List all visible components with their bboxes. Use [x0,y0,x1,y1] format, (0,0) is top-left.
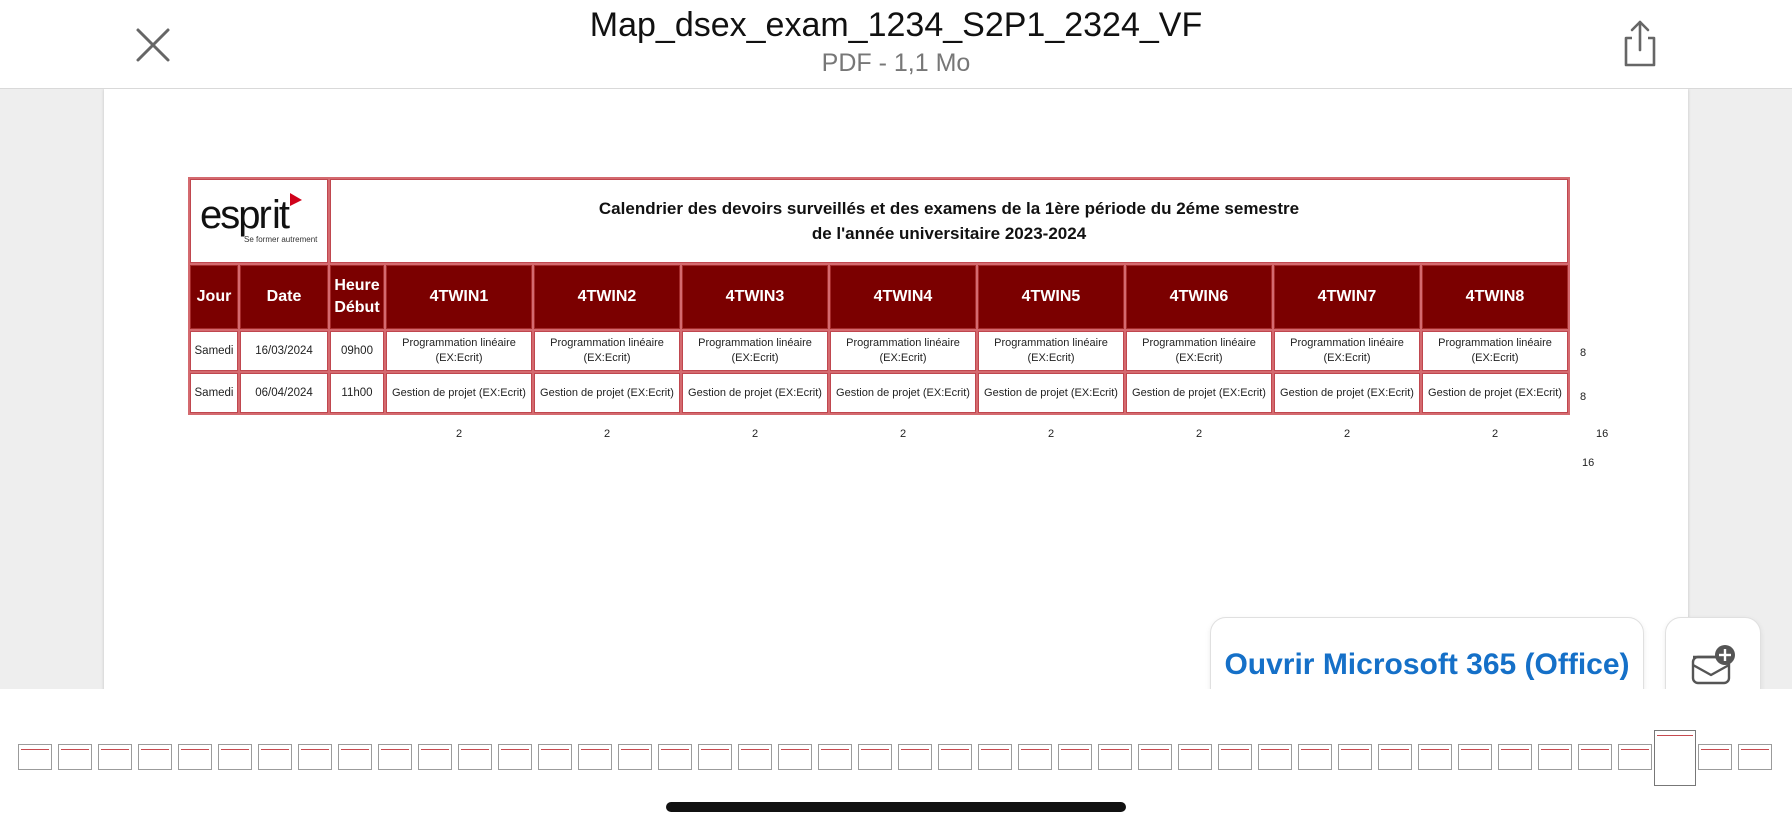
page-thumbnail[interactable] [1338,744,1372,770]
header-date: Date [240,265,328,329]
table-row [190,373,1568,413]
home-indicator [666,802,1126,812]
exam-type: (EX:Ecrit) [1175,352,1223,364]
cell-jour: Samedi [190,331,238,371]
page-thumbnail[interactable] [978,744,1012,770]
cell-exam [1126,331,1272,371]
exam-type: (EX:Ecrit) [435,352,483,364]
cell-exam [682,331,828,371]
page-thumbnail[interactable] [1578,744,1612,770]
page-thumbnail[interactable] [1098,744,1132,770]
page-thumbnail[interactable] [458,744,492,770]
header-class: 4TWIN3 [682,265,828,329]
page-thumbnail[interactable] [1618,744,1652,770]
page-thumbnail[interactable] [1538,744,1572,770]
column-total: 2 [1343,428,1351,440]
header-class: 4TWIN1 [386,265,532,329]
page-thumbnail[interactable] [378,744,412,770]
grand-total: 16 [1582,457,1595,469]
header-class: 4TWIN6 [1126,265,1272,329]
document-title: Map_dsex_exam_1234_S2P1_2324_VF [589,6,1203,44]
exam-name: Programmation linéaire [402,337,516,349]
cell-exam: Gestion de projet (EX:Ecrit) [830,373,976,413]
page-thumbnail[interactable] [658,744,692,770]
header-class: 4TWIN4 [830,265,976,329]
cell-exam: Gestion de projet (EX:Ecrit) [1422,373,1568,413]
page-thumbnail[interactable] [98,744,132,770]
page-thumbnail[interactable] [858,744,892,770]
header-heure-line1: Heure [334,277,380,294]
header-class: 4TWIN2 [534,265,680,329]
page-thumbnail[interactable] [1418,744,1452,770]
calendar-title [330,179,1568,263]
page-thumbnail[interactable] [1018,744,1052,770]
exam-name: Programmation linéaire [1142,337,1256,349]
mail-add-icon [1689,643,1737,687]
cell-heure: 11h00 [330,373,384,413]
header-class: 4TWIN7 [1274,265,1420,329]
exam-name: Programmation linéaire [994,337,1108,349]
cell-exam [978,331,1124,371]
mail-add-button[interactable] [1665,617,1761,689]
page-thumbnail[interactable] [1178,744,1212,770]
page-thumbnail[interactable] [1498,744,1532,770]
document-subtitle: PDF - 1,1 Mo [821,49,971,77]
cell-exam: Gestion de projet (EX:Ecrit) [386,373,532,413]
page-thumbnail[interactable] [1298,744,1332,770]
row-count: 8 [1580,347,1587,359]
page-thumbnail[interactable] [498,744,532,770]
page-thumbnail[interactable] [298,744,332,770]
exam-calendar-table [188,177,1570,415]
page-thumbnail[interactable] [938,744,972,770]
cell-exam [534,331,680,371]
page-thumbnail[interactable] [18,744,52,770]
row-total: 16 [1596,428,1609,440]
page-thumbnail[interactable] [1138,744,1172,770]
open-microsoft-365-button[interactable]: Ouvrir Microsoft 365 (Office) [1210,617,1644,689]
logo-cell [190,179,328,263]
exam-type: (EX:Ecrit) [583,352,631,364]
header-class: 4TWIN5 [978,265,1124,329]
document-viewer[interactable] [0,89,1792,689]
page-thumbnail[interactable] [138,744,172,770]
column-total: 2 [1491,428,1499,440]
cell-date: 06/04/2024 [240,373,328,413]
exam-name: Programmation linéaire [550,337,664,349]
page-thumbnail[interactable] [1058,744,1092,770]
cell-exam: Gestion de projet (EX:Ecrit) [978,373,1124,413]
page-thumbnail[interactable] [618,744,652,770]
page-thumbnail[interactable] [1378,744,1412,770]
cell-exam [1274,331,1420,371]
esprit-logo [194,184,324,254]
exam-type: (EX:Ecrit) [1471,352,1519,364]
page-thumbnail[interactable] [578,744,612,770]
header-jour: Jour [190,265,238,329]
page-thumbnail[interactable] [58,744,92,770]
cell-exam [830,331,976,371]
top-bar [0,0,1792,89]
cell-exam [1422,331,1568,371]
page-thumbnail[interactable] [1218,744,1252,770]
page-thumbnail[interactable] [1738,744,1772,770]
column-total: 2 [603,428,611,440]
row-count: 8 [1580,391,1587,403]
header-row [190,265,1568,329]
page-thumbnail[interactable] [818,744,852,770]
exam-type: (EX:Ecrit) [879,352,927,364]
column-total: 2 [899,428,907,440]
exam-name: Programmation linéaire [698,337,812,349]
cell-exam [386,331,532,371]
pdf-page [104,89,1688,689]
cell-exam: Gestion de projet (EX:Ecrit) [1126,373,1272,413]
page-thumbnail[interactable] [778,744,812,770]
page-thumbnail[interactable] [218,744,252,770]
column-total: 2 [751,428,759,440]
share-icon [1614,18,1666,70]
exam-type: (EX:Ecrit) [731,352,779,364]
page-thumbnail[interactable] [258,744,292,770]
page-thumbnail[interactable] [178,744,212,770]
cell-exam: Gestion de projet (EX:Ecrit) [534,373,680,413]
page-thumbnail[interactable] [738,744,772,770]
column-total: 2 [1047,428,1055,440]
page-thumbnail[interactable] [1258,744,1292,770]
exam-type: (EX:Ecrit) [1027,352,1075,364]
svg-text:espr: espr [200,192,270,237]
exam-name: Programmation linéaire [1438,337,1552,349]
cell-jour: Samedi [190,373,238,413]
cell-exam: Gestion de projet (EX:Ecrit) [1274,373,1420,413]
cell-heure: 09h00 [330,331,384,371]
column-total: 2 [1195,428,1203,440]
column-total: 2 [455,428,463,440]
page-thumbnail[interactable] [698,744,732,770]
svg-text:Se former autrement: Se former autrement [244,234,318,244]
header-heure-line2: Début [334,299,380,316]
page-thumbnail[interactable] [418,744,452,770]
page-thumbnail[interactable] [338,744,372,770]
header-heure [330,265,384,329]
header-class: 4TWIN8 [1422,265,1568,329]
svg-text:it: it [272,192,288,237]
exam-type: (EX:Ecrit) [1323,352,1371,364]
page-thumbnail[interactable] [538,744,572,770]
page-thumbnail[interactable] [1654,730,1696,786]
page-thumbnail-strip[interactable] [0,690,1792,828]
calendar-title-line2: de l'année universitaire 2023-2024 [811,224,1087,243]
share-button[interactable] [1614,18,1666,70]
calendar-title-line1: Calendrier des devoirs surveillés et des examens de la 1ère période du 2éme semestre [598,199,1300,218]
page-thumbnail[interactable] [898,744,932,770]
cell-exam: Gestion de projet (EX:Ecrit) [682,373,828,413]
page-thumbnail[interactable] [1698,744,1732,770]
page-thumbnail[interactable] [1458,744,1492,770]
exam-name: Programmation linéaire [846,337,960,349]
exam-name: Programmation linéaire [1290,337,1404,349]
table-row [190,331,1568,371]
cell-date: 16/03/2024 [240,331,328,371]
